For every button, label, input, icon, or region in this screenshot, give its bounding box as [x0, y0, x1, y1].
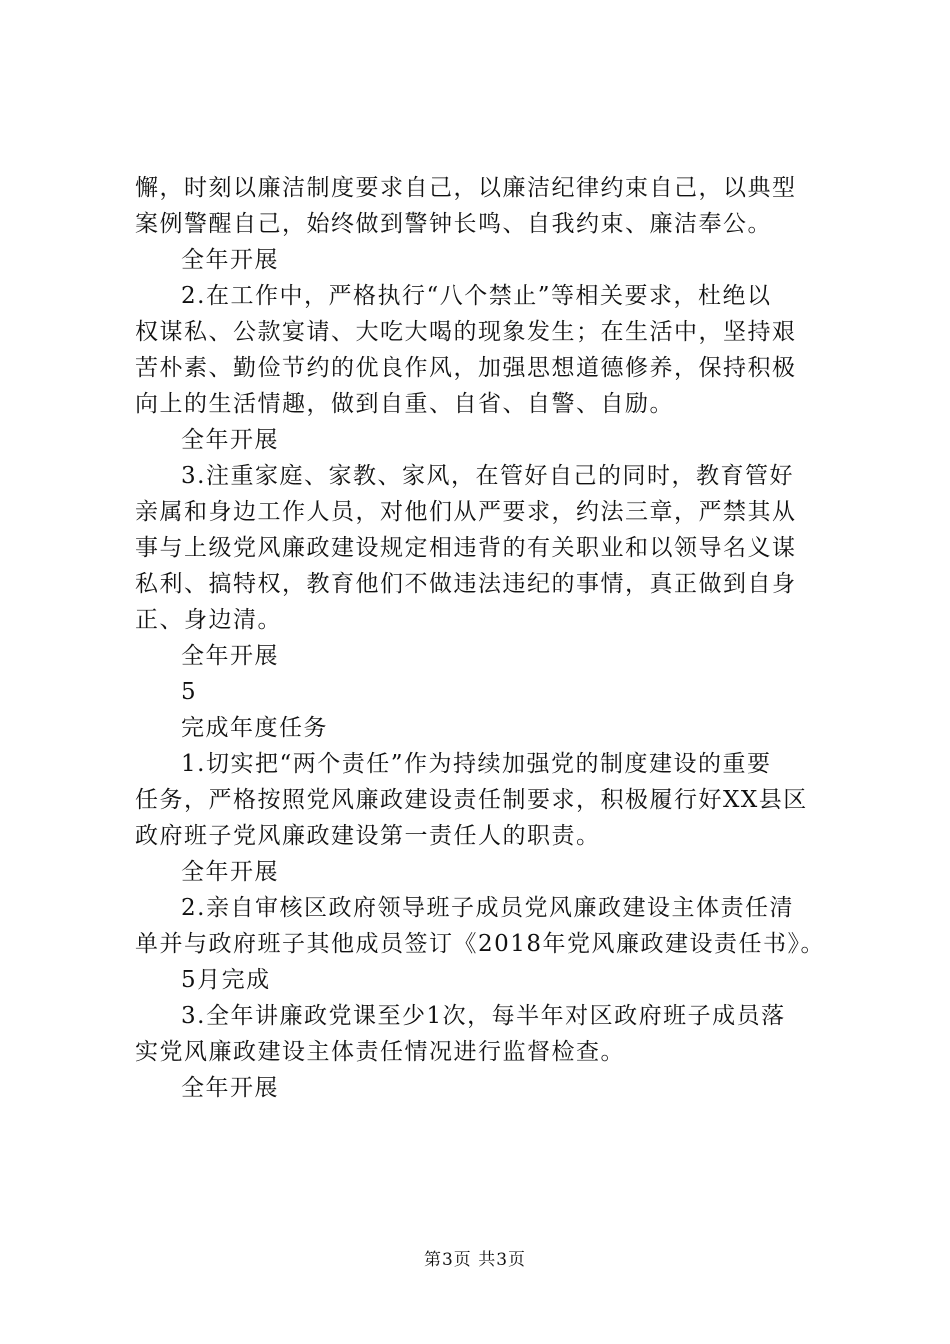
text-line: 实党风廉政建设主体责任情况进行监督检查。: [135, 1039, 625, 1065]
text-line: 1.切实把“两个责任”作为持续加强党的制度建设的重要: [181, 751, 772, 777]
page-footer: 第3页 共3页: [423, 1250, 527, 1270]
text-line: 事与上级党风廉政建设规定相违背的有关职业和以领导名义谋: [135, 535, 797, 561]
text-line: 5: [181, 679, 198, 705]
text-line: 任务，严格按照党风廉政建设责任制要求，积极履行好XX县区: [135, 787, 808, 813]
text-line: 3.注重家庭、家教、家风，在管好自己的同时，教育管好: [181, 463, 794, 489]
text-line: 案例警醒自己，始终做到警钟长鸣、自我约束、廉洁奉公。: [135, 211, 772, 237]
text-line: 5月完成: [181, 967, 271, 993]
text-line: 苦朴素、勤俭节约的优良作风，加强思想道德修养，保持积极: [135, 355, 797, 381]
text-line: 私利、搞特权，教育他们不做违法违纪的事情，真正做到自身: [135, 571, 797, 597]
text-line: 全年开展: [181, 427, 279, 453]
text-line: 2.亲自审核区政府领导班子成员党风廉政建设主体责任清: [181, 895, 794, 921]
text-line: 全年开展: [181, 643, 279, 669]
text-line: 单并与政府班子其他成员签订《2018年党风廉政建设责任书》。: [135, 931, 826, 957]
document-body: [135, 170, 835, 1106]
text-line: 完成年度任务: [181, 715, 328, 741]
text-line: 亲属和身边工作人员，对他们从严要求，约法三章，严禁其从: [135, 499, 797, 525]
text-line: 2.在工作中，严格执行“八个禁止”等相关要求，杜绝以: [181, 283, 772, 309]
text-line: 全年开展: [181, 247, 279, 273]
text-line: 政府班子党风廉政建设第一责任人的职责。: [135, 823, 601, 849]
text-line: 权谋私、公款宴请、大吃大喝的现象发生；在生活中，坚持艰: [135, 319, 797, 345]
text-line: 3.全年讲廉政党课至少1次，每半年对区政府班子成员落: [181, 1003, 786, 1029]
text-line: 向上的生活情趣，做到自重、自省、自警、自励。: [135, 391, 674, 417]
text-line: 正、身边清。: [135, 607, 282, 633]
text-line: 全年开展: [181, 1075, 279, 1101]
text-line: 全年开展: [181, 859, 279, 885]
text-line: 懈，时刻以廉洁制度要求自己，以廉洁纪律约束自己，以典型: [135, 175, 797, 201]
